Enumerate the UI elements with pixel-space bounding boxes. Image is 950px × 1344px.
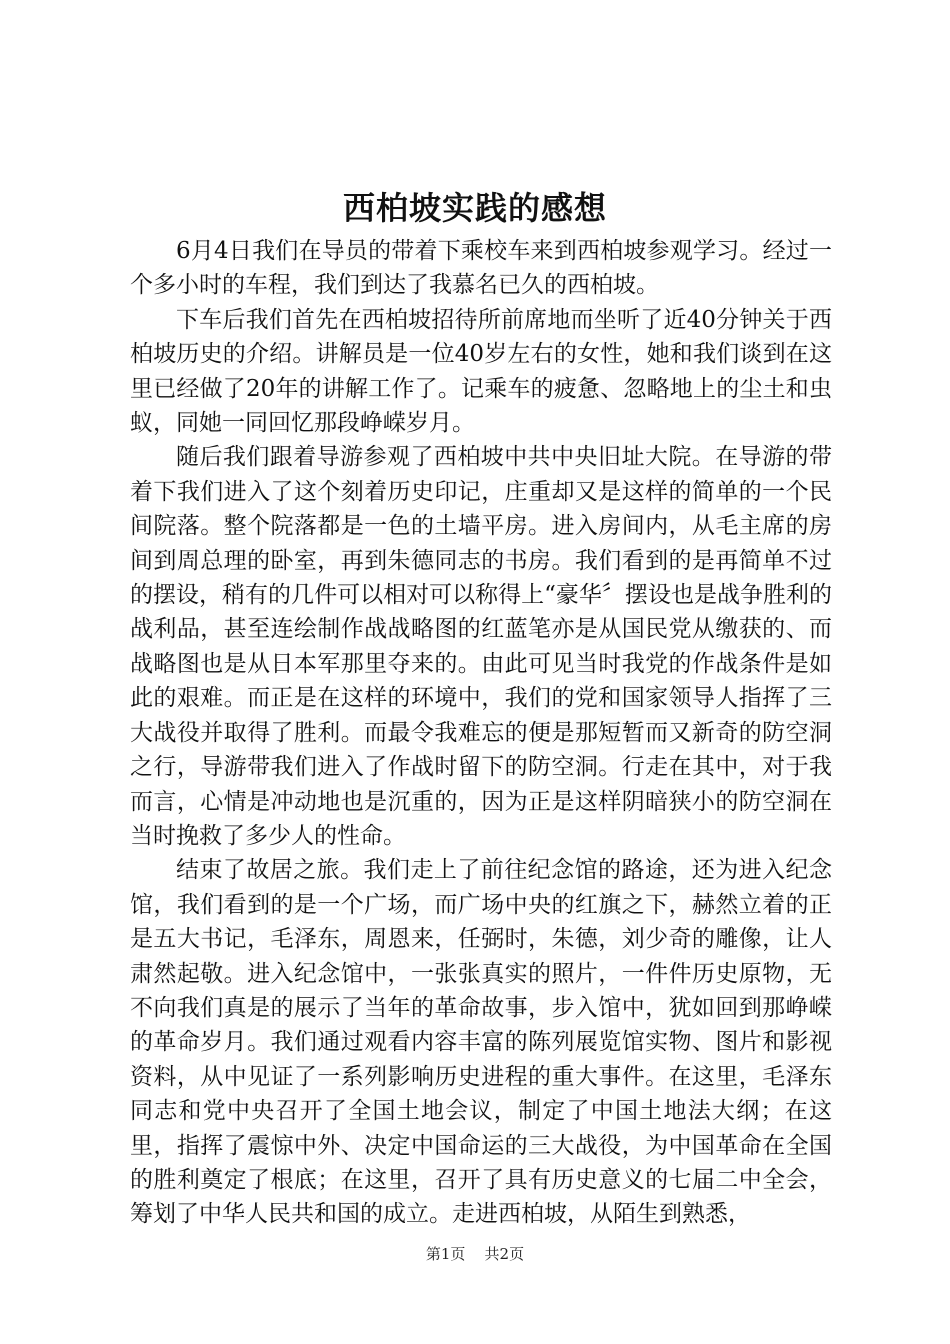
document-title: 西柏坡实践的感想 <box>342 189 607 227</box>
page-total: 共2页 <box>484 1245 525 1263</box>
page-footer <box>0 1244 950 1264</box>
paragraph-4: 结束了故居之旅。我们走上了前往纪念馆的路途，还为进入纪念馆，我们看到的是一个广场，而广场中央的红旗之下，赫然立着的正是五大书记，毛泽东，周恩来，任弼时，朱德，刘少奇的雕像，让人肃然起敬。进入纪念馆中，一张张真实的照片，一件件历史原物，无不向我们真是的展示了当年的革命故事，步入馆中，犹如回到那峥嵘的革命岁月。我们通过观看内容丰富的陈列展览馆实物、图片和影视资料，从中见证了一系列影响历史进程的重大事件。在这里，毛泽东同志和党中央召开了全国土地会议，制定了中国土地法大纲；在这里，指挥了震惊中外、决定中国命运的三大战役，为中国革命在全国的胜利奠定了根底；在这里，召开了具有历史意义的七届二中全会，筹划了中华人民共和国的成立。走进西柏坡，从陌生到熟悉， <box>130 857 832 1228</box>
document-body <box>130 234 832 1232</box>
paragraph-3: 随后我们跟着导游参观了西柏坡中共中央旧址大院。在导游的带着下我们进入了这个刻着历史印记，庄重却又是这样的简单的一个民间院落。整个院落都是一色的土墙平房。进入房间内，从毛主席的房间到周总理的卧室，再到朱德同志的书房。我们看到的是再简单不过的摆设，稍有的几件可以相对可以称得上“豪华〞摆设也是战争胜利的战利品，甚至连绘制作战战略图的红蓝笔亦是从国民党从缴获的、而战略图也是从日本军那里夺来的。由此可见当时我党的作战条件是如此的艰难。而正是在这样的环境中，我们的党和国家领导人指挥了三大战役并取得了胜利。而最令我难忘的便是那短暂而又新奇的防空洞之行，导游带我们进入了作战时留下的防空洞。行走在其中，对于我而言，心情是冲动地也是沉重的，因为正是这样阴暗狭小的防空洞在当时挽救了多少人的性命。 <box>130 444 832 849</box>
page-number: 第1页 <box>425 1245 466 1263</box>
paragraph-1: 6月4日我们在导员的带着下乘校车来到西柏坡参观学习。经过一个多小时的车程，我们到达了我慕名已久的西柏坡。 <box>130 238 832 299</box>
paragraph-2: 下车后我们首先在西柏坡招待所前席地而坐听了近40分钟关于西柏坡历史的介绍。讲解员是一位40岁左右的女性，她和我们谈到在这里已经做了20年的讲解工作了。记乘车的疲惫、忽略地上的尘土和虫蚁，同她一同回忆那段峥嵘岁月。 <box>130 306 832 437</box>
page-separator <box>470 1245 480 1263</box>
